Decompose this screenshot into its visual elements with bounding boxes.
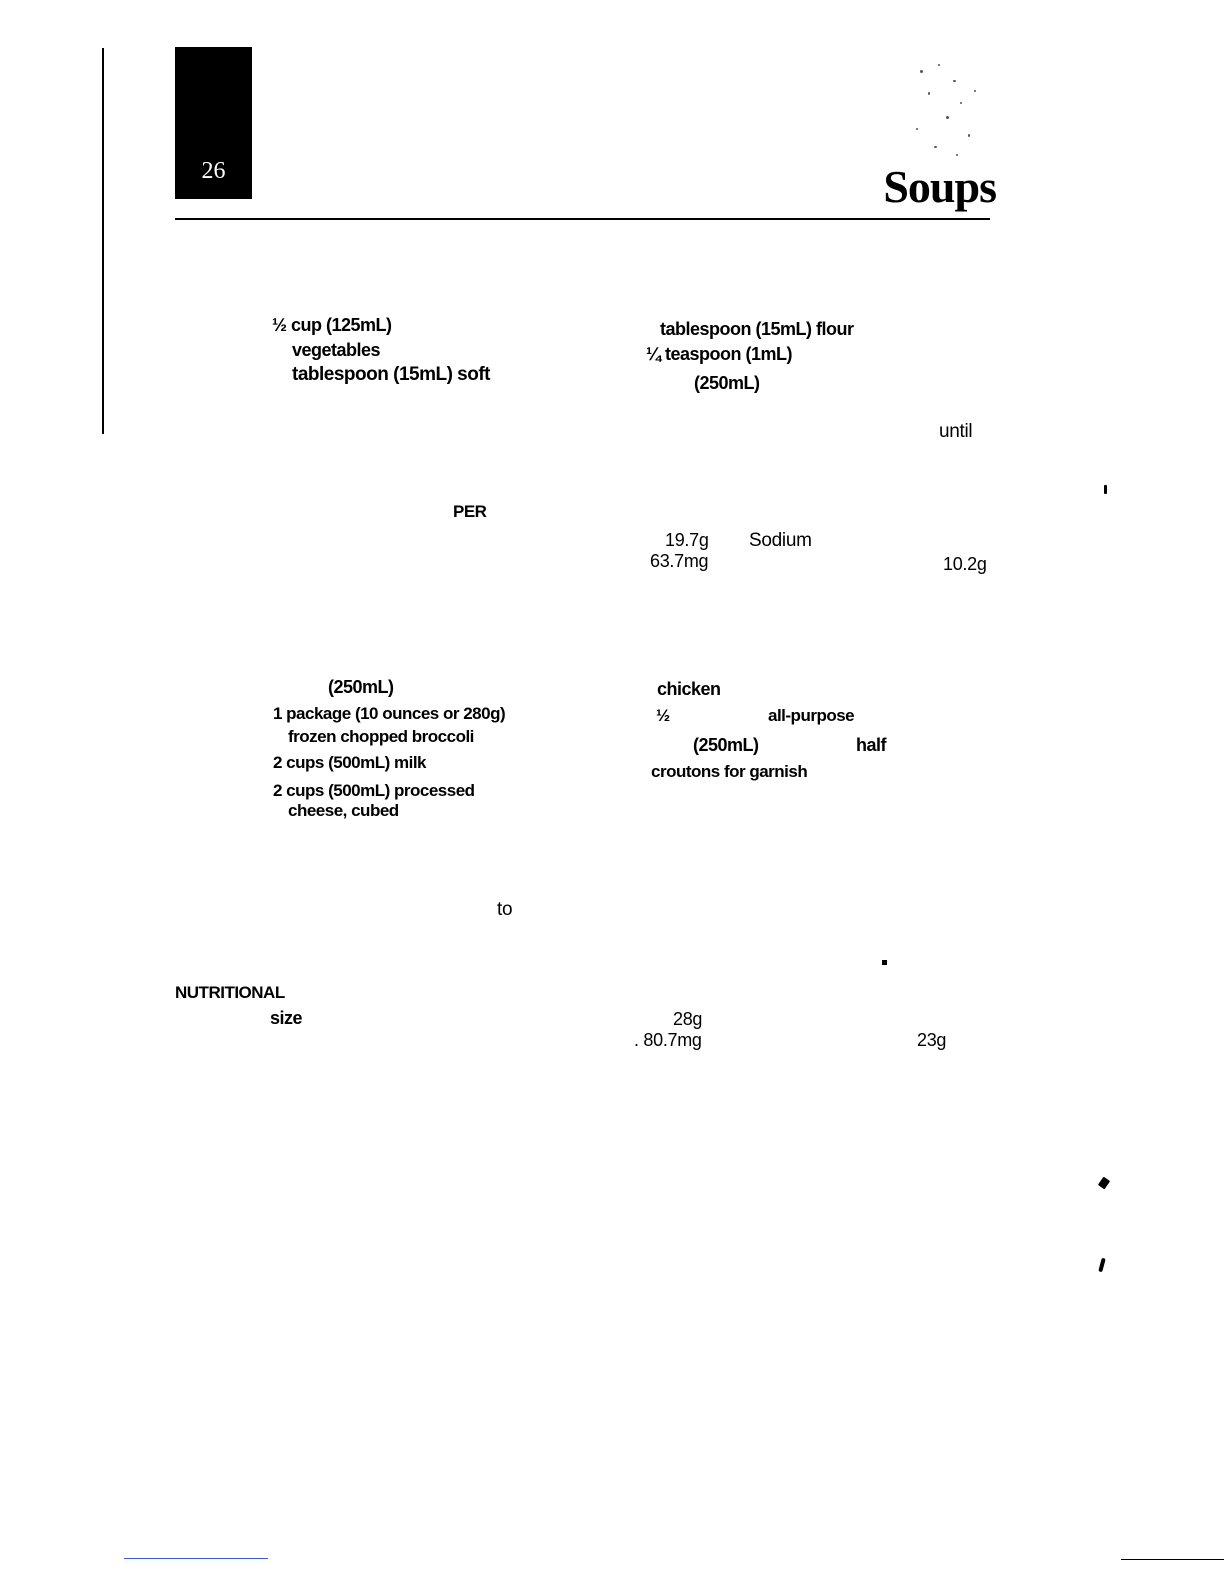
ingredient-line: tablespoon (15mL) flour bbox=[660, 319, 854, 339]
ingredient-line: frozen chopped broccoli bbox=[288, 727, 474, 746]
scan-mark bbox=[1104, 485, 1107, 494]
nutrition-value: 28g bbox=[673, 1009, 703, 1029]
nutrition-label: size bbox=[270, 1008, 303, 1028]
section-title: Soups bbox=[883, 161, 996, 212]
page-number: 26 bbox=[201, 158, 226, 184]
ingredient-line: (250mL) bbox=[694, 373, 760, 393]
instruction-fragment: until bbox=[939, 421, 973, 442]
scan-mark bbox=[1098, 1258, 1105, 1273]
ingredient-line: ½ bbox=[656, 706, 670, 725]
nutrition-heading: NUTRITIONAL bbox=[175, 983, 285, 1002]
ingredient-line: 2 cups (500mL) milk bbox=[273, 753, 427, 772]
bullet-mark bbox=[882, 960, 887, 965]
scan-mark bbox=[1098, 1177, 1110, 1190]
nutrition-label: Sodium bbox=[749, 530, 812, 551]
ingredient-line: ¼ teaspoon (1mL) bbox=[646, 344, 793, 364]
header-rule bbox=[175, 218, 990, 220]
ingredient-line: (250mL) bbox=[693, 735, 759, 755]
ingredient-line: 2 cups (500mL) processed bbox=[273, 781, 475, 800]
margin-rule bbox=[102, 48, 104, 434]
ingredient-line: (250mL) bbox=[328, 677, 394, 697]
nutrition-value: 23g bbox=[917, 1030, 947, 1050]
nutrition-value: 63.7mg bbox=[650, 551, 709, 571]
ingredient-line: croutons for garnish bbox=[651, 762, 808, 781]
nutrition-per-label: PER bbox=[453, 502, 487, 521]
instruction-fragment: to bbox=[497, 899, 513, 920]
nutrition-value: 19.7g bbox=[665, 530, 709, 550]
ingredient-line: all-purpose bbox=[768, 706, 855, 725]
footer-rule bbox=[1121, 1559, 1224, 1560]
ingredient-line: tablespoon (15mL) soft bbox=[292, 364, 491, 385]
nutrition-value: . 80.7mg bbox=[634, 1030, 702, 1050]
ingredient-line: half bbox=[856, 735, 887, 755]
ingredient-line: chicken bbox=[657, 679, 721, 699]
ingredient-line: vegetables bbox=[292, 340, 381, 360]
ingredient-line: ½ cup (125mL) bbox=[272, 315, 392, 335]
footer-rule bbox=[124, 1558, 268, 1559]
nutrition-value: 10.2g bbox=[943, 554, 987, 574]
scan-noise bbox=[898, 50, 988, 162]
ingredient-line: 1 package (10 ounces or 280g) bbox=[273, 704, 506, 723]
ingredient-line: cheese, cubed bbox=[288, 801, 399, 820]
